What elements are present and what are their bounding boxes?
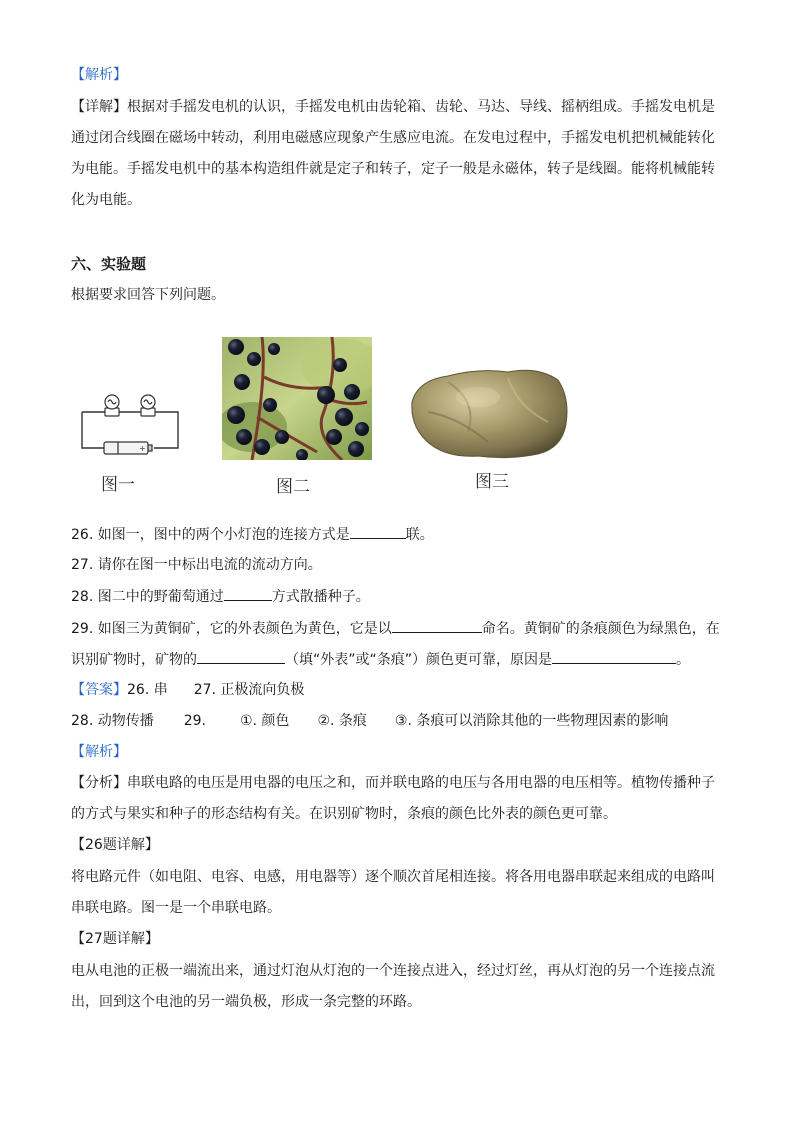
answer-26: 26. 串 (127, 682, 168, 698)
figure-two-wild-grapes (222, 337, 372, 460)
section-title: 六、实验题 (71, 255, 147, 273)
question-26 (71, 524, 434, 545)
detail-paragraph-line (71, 97, 715, 117)
bulb-two (141, 395, 155, 416)
section-intro: 根据要求回答下列问题。 (71, 287, 225, 303)
q27-detail-tag: 【27题详解】 (71, 931, 159, 947)
question-28-text: 28. 图二中的野葡萄通过 (71, 589, 224, 605)
question-29-text-cont: （填“外表”或“条痕”）颜色更可靠，原因是 (285, 652, 553, 668)
q26-detail-line: 串联电路。图一是一个串联电路。 (71, 900, 281, 916)
answer-28: 28. 动物传播 (71, 713, 154, 729)
answer-29-3: ③. 条痕可以消除其他的一些物理因素的影响 (394, 713, 669, 729)
analysis-paragraph-line (71, 773, 715, 793)
question-29-end: 。 (676, 652, 691, 668)
question-29-text: 识别矿物时，矿物的 (71, 652, 197, 668)
question-29-line2 (71, 649, 690, 670)
answer-29-1: ①. 颜色 (239, 713, 290, 729)
analysis-label: 【解析】 (71, 67, 127, 83)
circuit-wire (82, 412, 104, 448)
detail-paragraph-line: 为电能。手摇发电机中的基本构造组件就是定子和转子，定子一般是永磁体，转子是线圈。能将机械能转 (71, 161, 715, 177)
answer-label: 【答案】 (71, 682, 127, 698)
svg-text:+: + (139, 444, 146, 453)
question-29-text-cont: 命名。黄铜矿的条痕颜色为绿黑色，在 (481, 621, 720, 637)
answer-27: 27. 正极流向负极 (193, 682, 305, 698)
answer-29: 29. (183, 713, 206, 729)
q26-detail-line: 将电路元件（如电阻、电容、电感，用电器等）逐个顺次首尾相连接。将各用电器串联起来组成的电路叫 (71, 869, 715, 885)
circuit-wire (154, 412, 178, 448)
question-28-suffix: 方式散播种子。 (271, 589, 370, 605)
detail-paragraph-line: 化为电能。 (71, 192, 141, 208)
answer-29-2: ②. 条痕 (317, 713, 367, 729)
q27-detail-line: 出，回到这个电池的另一端负极，形成一条完整的环路。 (71, 994, 421, 1010)
answer-blank[interactable] (224, 586, 272, 601)
question-29 (71, 618, 720, 639)
battery (104, 442, 152, 454)
figure-three-chalcopyrite (408, 362, 572, 462)
fenxi-tag: 【分析】 (71, 775, 127, 791)
analysis-paragraph-line: 的方式与果实和种子的形态结构有关。在识别矿物时，条痕的颜色比外表的颜色更可靠。 (71, 806, 617, 822)
bulb-one (105, 395, 119, 416)
detail-tag: 【详解】 (71, 99, 127, 115)
figure-two-caption: 图二 (276, 477, 310, 497)
answer-blank[interactable] (350, 524, 406, 539)
detail-paragraph-line: 通过闭合线圈在磁场中转动，利用电磁感应现象产生感应电流。在发电过程中，手摇发电机把机械能转化 (71, 130, 715, 146)
figure-one-circuit (76, 390, 184, 460)
q26-detail-tag: 【26题详解】 (71, 837, 159, 853)
answer-line (71, 680, 304, 700)
question-26-suffix: 联。 (405, 527, 434, 543)
question-28 (71, 586, 370, 607)
answer-line-2 (71, 711, 668, 731)
detail-text: 根据对手摇发电机的认识，手摇发电机由齿轮箱、齿轮、马达、导线、摇柄组成。手摇发电机是 (127, 99, 715, 115)
answer-blank[interactable] (392, 618, 482, 633)
answer-blank[interactable] (197, 649, 285, 664)
question-27: 27. 请你在图一中标出电流的流动方向。 (71, 557, 322, 573)
q27-detail-line: 电从电池的正极一端流出来，通过灯泡从灯泡的一个连接点进入，经过灯丝，再从灯泡的另一个连接点流 (71, 963, 715, 979)
question-26-text: 26. 如图一，图中的两个小灯泡的连接方式是 (71, 527, 350, 543)
answer-blank[interactable] (552, 649, 676, 664)
analysis-label: 【解析】 (71, 744, 127, 760)
question-29-text: 29. 如图三为黄铜矿，它的外表颜色为黄色，它是以 (71, 621, 392, 637)
fenxi-text: 串联电路的电压是用电器的电压之和，而并联电路的电压与各用电器的电压相等。植物传播种子 (127, 775, 715, 791)
figure-three-caption: 图三 (475, 472, 509, 492)
figure-one-caption: 图一 (101, 475, 135, 495)
